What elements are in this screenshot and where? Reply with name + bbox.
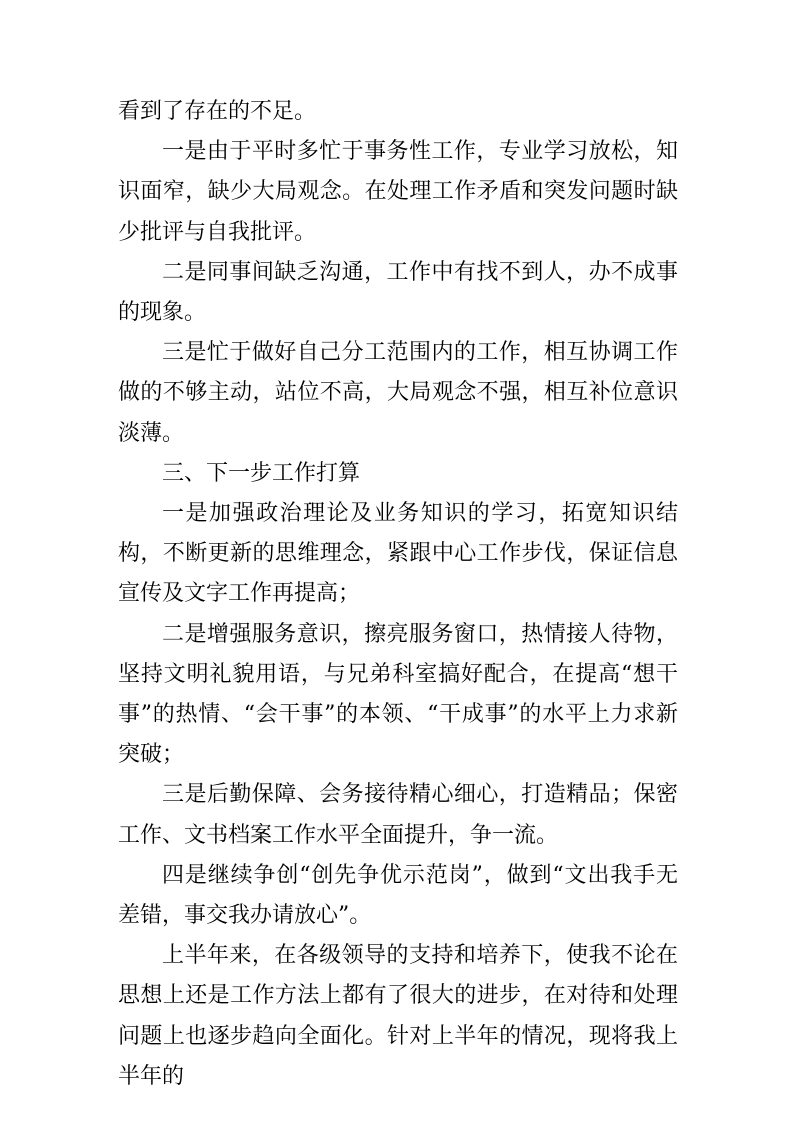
paragraph: 三是忙于做好自己分工范围内的工作，相互协调工作做的不够主动，站位不高，大局观念不强，相互补位意识淡薄。	[118, 340, 678, 446]
paragraph: 二是增强服务意识，擦亮服务窗口，热情接人待物，坚持文明礼貌用语，与兄弟科室搞好配合，在提高“想干事”的热情、“会干事”的本领、“干成事”的水平上力求新突破；	[118, 621, 678, 768]
paragraph: 上半年来，在各级领导的支持和培养下，使我不论在思想上还是工作方法上都有了很大的进步，在对待和处理问题上也逐步趋向全面化。针对上半年的情况，现将我上半年的	[118, 943, 678, 1089]
paragraph: 一是由于平时多忙于事务性工作，专业学习放松，知识面窄，缺少大局观念。在处理工作矛盾和突发问题时缺少批评与自我批评。	[118, 139, 678, 245]
paragraph: 看到了存在的不足。	[118, 99, 317, 124]
paragraph: 三是后勤保障、会务接待精心细心，打造精品；保密工作、文书档案工作水平全面提升，争一流。	[118, 782, 678, 848]
section-heading: 三、下一步工作打算	[162, 460, 361, 486]
paragraph: 四是继续争创“创先争优示范岗”，做到“文出我手无差错，事交我办请放心”。	[118, 862, 678, 929]
paragraph: 一是加强政治理论及业务知识的学习，拓宽知识结构，不断更新的思维理念，紧跟中心工作步伐，保证信息宣传及文字工作再提高；	[118, 501, 678, 607]
paragraph: 二是同事间缺乏沟通，工作中有找不到人，办不成事的现象。	[118, 259, 678, 326]
document-body	[118, 92, 678, 1097]
